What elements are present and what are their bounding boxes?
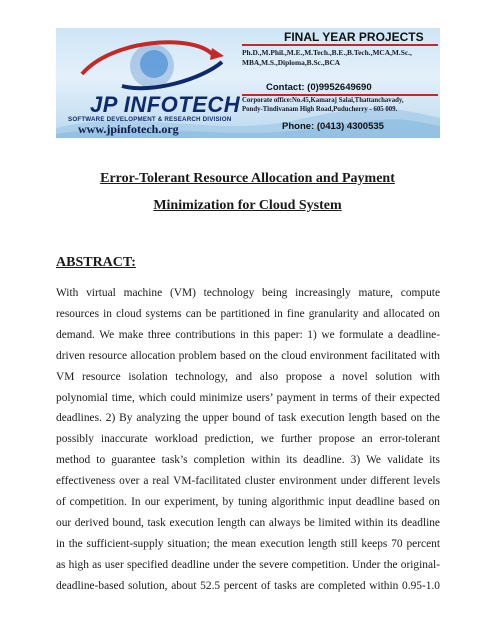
company-logo — [62, 34, 240, 134]
abstract-line: VM resource isolation technology, and also propose a novel solution with — [56, 370, 440, 383]
abstract-body — [56, 283, 440, 597]
abstract-line: effectiveness over a real VM-facilitated cluster environment under different levels — [56, 475, 440, 488]
abstract-line: method to guarantee task’s completion within its deadline. 3) We validate its — [56, 454, 440, 467]
projects-title: FINAL YEAR PROJECTS — [284, 30, 424, 44]
abstract-line: resources in cloud systems can be partitioned in fine granularity and allocated on — [56, 307, 440, 320]
abstract-line: driven resource allocation problem based on the cloud environment facilitated with — [56, 349, 440, 362]
abstract-line: possibly inaccurate workload prediction, we further propose an error-tolerant — [56, 433, 440, 446]
paper-title-line-2: Minimization for Cloud System — [153, 198, 342, 213]
abstract-line: in the sufficient-supply situation; the mean execution length still keeps 70 percent — [56, 537, 440, 550]
paper-title-line-1: Error-Tolerant Resource Allocation and Payment — [100, 171, 395, 186]
abstract-heading: ABSTRACT: — [56, 255, 136, 270]
website-link[interactable]: www.jpinfotech.org — [78, 122, 179, 136]
degrees-line-1: Ph.D.,M.Phil.,M.E.,M.Tech.,B.E.,B.Tech.,MCA,M.Sc., — [242, 48, 412, 57]
contact-number: Contact: (0)9952649690 — [266, 82, 372, 93]
globe-swoosh-icon — [62, 34, 240, 98]
abstract-line: deadline-based solution, about 52.5 percent of tasks are completed within 0.95-1.0 — [56, 579, 440, 592]
abstract-line: as high as user specified deadline under the severe competition. Under the original- — [56, 558, 440, 571]
degrees-list — [242, 48, 438, 68]
logo-subtitle: SOFTWARE DEVELOPMENT & RESEARCH DIVISION — [68, 116, 232, 123]
office-address — [242, 96, 438, 114]
logo-name: JP INFOTECH — [90, 92, 241, 117]
abstract-line: With virtual machine (VM) technology being increasingly mature, compute — [56, 287, 440, 299]
office-line-1: Corporate office:No.45,Kamaraj Salai,Thattanchavady, — [242, 97, 404, 104]
abstract-line: polynomial time, which could minimize users’ payment in terms of their expected — [56, 391, 440, 404]
abstract-line: demand. We make three contributions in this paper: 1) we formulate a deadline- — [56, 328, 440, 341]
abstract-line: deadlines. 2) By analyzing the upper bound of task execution length based on the — [56, 412, 440, 425]
divider-top — [242, 44, 438, 46]
office-line-2: Pondy-Tindivanam High Road,Puducherry - 605 009. — [242, 106, 398, 113]
abstract-line: of competition. In our experiment, by tuning algorithmic input deadline based on — [56, 496, 440, 509]
phone-number: Phone: (0413) 4300535 — [282, 121, 384, 132]
abstract-line: our derived bound, task execution length can always be limited within its deadline — [56, 516, 440, 529]
header-banner — [56, 28, 440, 138]
degrees-line-2: MBA,M.S.,Diploma,B.Sc.,BCA — [242, 58, 341, 67]
